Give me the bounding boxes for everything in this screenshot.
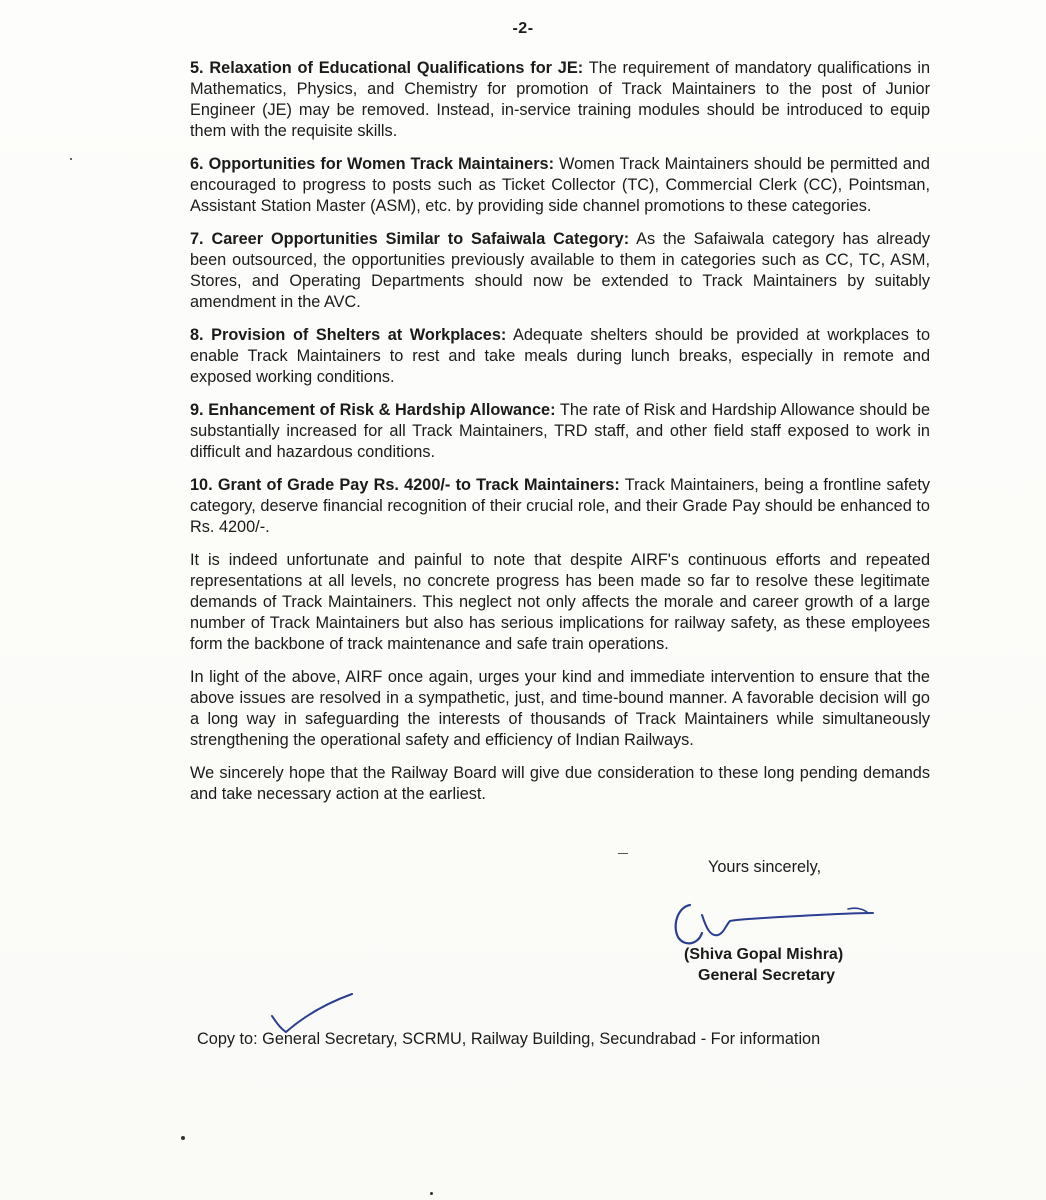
point-8 [190,325,930,388]
page-number: -2- [512,20,534,37]
paper-speck [70,158,72,160]
paragraph-concern: It is indeed unfortunate and painful to note that despite AIRF's continuous efforts and repeated representations at all levels, no concrete progress has been made so far to resolve these legitimate demands of Track Maintainers. This neglect not only affects the morale and career growth of a large number of Track Maintainers but also has serious implications for railway safety, as these employees form the backbone of track maintenance and safe train operations. [190,551,930,653]
copy-to-line: Copy to: General Secretary, SCRMU, Railway Building, Secundrabad - For information [197,1030,821,1048]
point-10 [190,475,930,538]
paper-speck [181,1136,185,1140]
point-text: The requirement of mandatory qualifications in Mathematics, Physics, and Chemistry for promotion of Track Maintainers to the post of Junior Engineer (JE) may be removed. Instead, in-service training modules should be introduced to equip them with the requisite skills. [190,59,930,140]
paper-speck [430,1192,433,1195]
paper-speck [618,853,628,854]
paragraph-request: In light of the above, AIRF once again, urges your kind and immediate intervention to ensure that the above issues are resolved in a sympathetic, just, and time-bound manner. A favorable decision will go a long way in safeguarding the interests of thousands of Track Maintainers while simultaneously strengthening the operational safety and efficiency of Indian Railways. [190,668,930,749]
letter-body [190,58,930,817]
point-7 [190,229,930,313]
point-text: The rate of Risk and Hardship Allowance should be substantially increased for all Track Maintainers, TRD staff, and other field staff exposed to work in difficult and hazardous conditions. [190,401,930,461]
point-text: Adequate shelters should be provided at workplaces to enable Track Maintainers to rest and take meals during lunch breaks, especially in remote and exposed working conditions. [190,326,931,386]
signatory-name: (Shiva Gopal Mishra) [684,946,844,963]
point-9 [190,400,930,463]
signatory-designation: General Secretary [698,967,835,984]
paragraph-hope: We sincerely hope that the Railway Board will give due consideration to these long pending demands and take necessary action at the earliest. [190,764,930,803]
point-title: 7. Career Opportunities Similar to Safaiwala Category: [190,230,630,248]
point-title: 9. Enhancement of Risk & Hardship Allowance: [190,401,556,419]
point-5 [190,58,930,142]
point-title: 6. Opportunities for Women Track Maintainers: [190,155,555,173]
point-text: Track Maintainers, being a frontline safety category, deserve financial recognition of their crucial role, and their Grade Pay should be enhanced to Rs. 4200/-. [190,476,930,536]
point-text: As the Safaiwala category has already been outsourced, the opportunities previously available to them in categories such as CC, TC, ASM, Stores, and Operating Departments should now be extended to Track Maintainers by suitably amendment in the AVC. [190,230,930,311]
point-title: 10. Grant of Grade Pay Rs. 4200/- to Track Maintainers: [190,476,620,494]
point-title: 8. Provision of Shelters at Workplaces: [190,326,507,344]
point-text: Women Track Maintainers should be permitted and encouraged to progress to posts such as Ticket Collector (TC), Commercial Clerk (CC), Pointsman, Assistant Station Master (ASM), etc. by providing side channel promotions to these categories. [190,155,930,215]
point-6 [190,154,930,217]
point-title: 5. Relaxation of Educational Qualifications for JE: [190,59,584,77]
closing-salutation: Yours sincerely, [708,858,822,876]
signature-mark [668,885,883,955]
